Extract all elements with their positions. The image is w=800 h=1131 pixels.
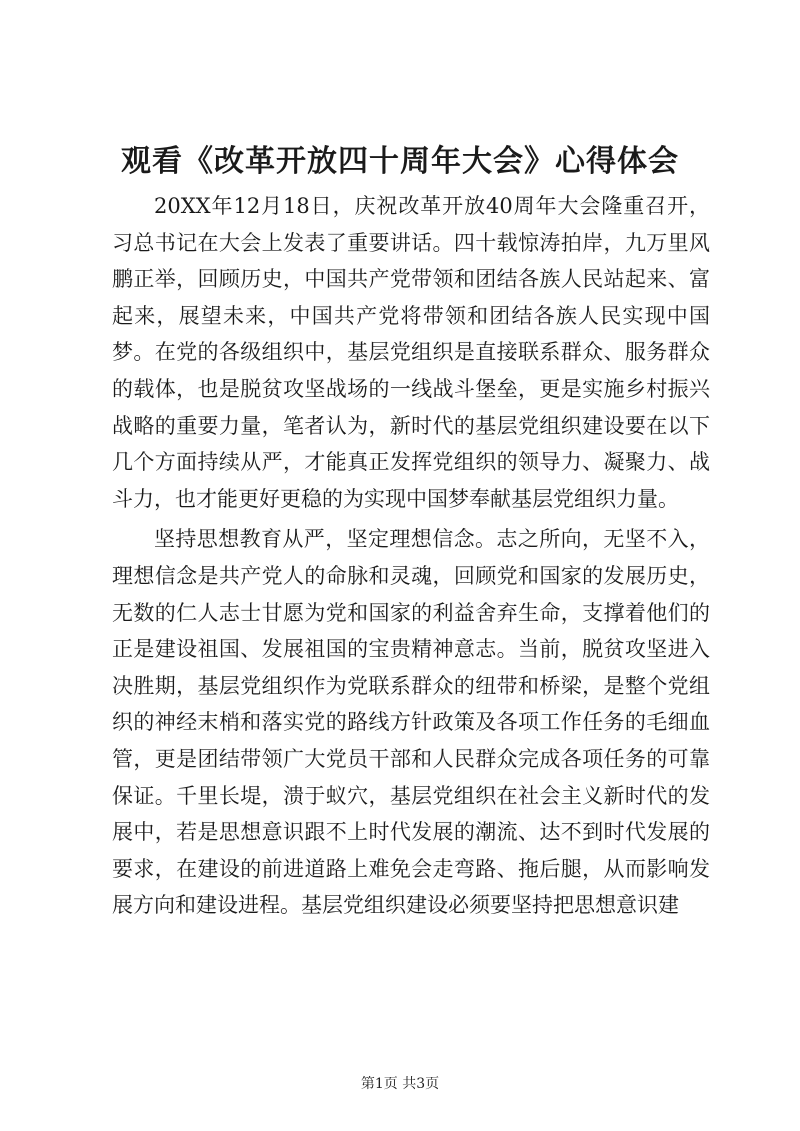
paragraph: 坚持思想教育从严，坚定理想信念。志之所向，无坚不入，理想信念是共产党人的命脉和灵魂，回顾党和国家的发展历史，无数的仁人志士甘愿为党和国家的利益舍弃生命，支撑着他们的正是建设祖国、发展祖国的宝贵精神意志。当前，脱贫攻坚进入决胜期，基层党组织作为党联系群众的纽带和桥梁，是整个党组织的神经末梢和落实党的路线方针政策及各项工作任务的毛细血管，更是团结带领广大党员干部和人民群众完成各项任务的可靠保证。千里长堤，溃于蚁穴，基层党组织在社会主义新时代的发展中，若是思想意识跟不上时代发展的潮流、达不到时代发展的要求，在建设的前进道路上难免会走弯路、拖后腿，从而影响发展方向和建设进程。基层党组织建设必须要坚持把思想意识建 [112,527,710,918]
paragraph: 20XX年12月18日，庆祝改革开放40周年大会隆重召开，习总书记在大会上发表了重要讲话。四十载惊涛拍岸，九万里风鹏正举，回顾历史，中国共产党带领和团结各族人民站起来、富起来，展望未来，中国共产党将带领和团结各族人民实现中国梦。在党的各级组织中，基层党组织是直接联系群众、服务群众的载体，也是脱贫攻坚战场的一线战斗堡垒，更是实施乡村振兴战略的重要力量，笔者认为，新时代的基层党组织建设要在以下几个方面持续从严，才能真正发挥党组织的领导力、凝聚力、战斗力，也才能更好更稳的为实现中国梦奉献基层党组织力量。 [112,194,710,511]
page-footer: 第1页 共3页 [360,1076,440,1092]
page-title: 观看《改革开放四十周年大会》心得体会 [121,144,679,179]
document-body [112,188,710,924]
